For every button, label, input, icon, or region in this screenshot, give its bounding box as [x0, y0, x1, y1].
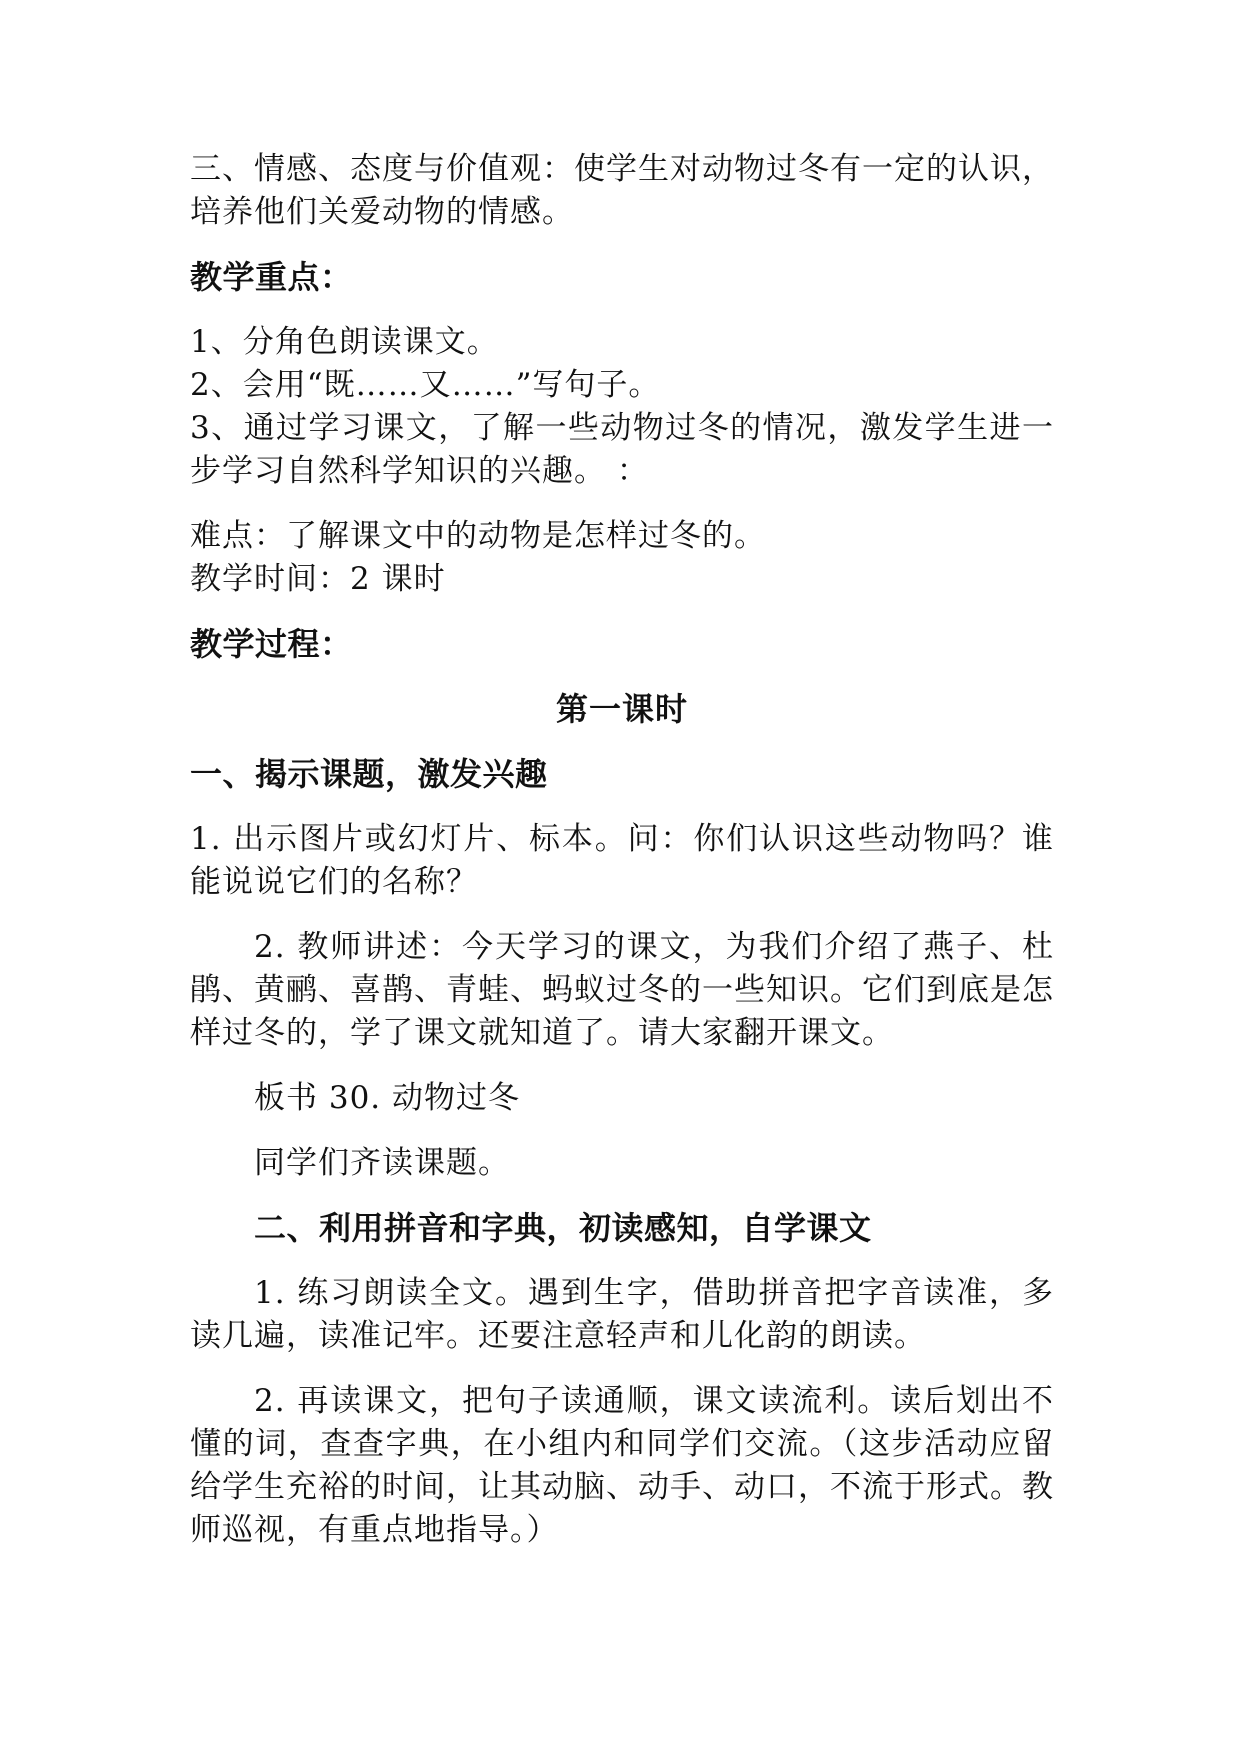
process-heading: 教学过程：: [190, 625, 353, 663]
difficulty-line: 难点：了解课文中的动物是怎样过冬的。: [190, 518, 766, 554]
key-point-3: 3、通过学习课文，了解一些动物过冬的情况，激发学生进一步学习自然科学知识的兴趣。 ：: [190, 410, 1054, 489]
section-2-paragraph-2: 2. 再读课文，把句子读通顺，课文读流利。读后划出不懂的词，查查字典，在小组内和同学们交流。（这步活动应留给学生充裕的时间，让其动脑、动手、动口，不流于形式。教师巡视，有重点地指导。）: [190, 1383, 1054, 1548]
board-writing: 板书 30. 动物过冬: [254, 1080, 521, 1116]
section-2-heading: 二、利用拼音和字典，初读感知，自学课文: [254, 1209, 872, 1247]
section-2-paragraph-1: 1. 练习朗读全文。遇到生字，借助拼音把字音读准，多读几遍，读准记牢。还要注意轻声和儿化韵的朗读。: [190, 1275, 1054, 1354]
key-points-heading: 教学重点：: [190, 258, 353, 296]
read-title-instruction: 同学们齐读课题。: [254, 1145, 510, 1181]
key-point-1: 1、分角色朗读课文。: [190, 324, 499, 360]
section-1-heading: 一、揭示课题，激发兴趣: [190, 755, 548, 793]
objective-3-paragraph: 三、情感、态度与价值观：使学生对动物过冬有一定的认识，培养他们关爱动物的情感。: [190, 151, 1054, 230]
key-point-2: 2、会用“既……又……”写句子。: [190, 367, 661, 403]
document-page: [190, 148, 1054, 1552]
teaching-time-line: 教学时间：2 课时: [190, 561, 446, 597]
lesson-title: 第一课时: [555, 690, 688, 728]
section-1-paragraph-2: 2. 教师讲述：今天学习的课文，为我们介绍了燕子、杜鹃、黄鹂、喜鹊、青蛙、蚂蚁过冬的一些知识。它们到底是怎样过冬的，学了课文就知道了。请大家翻开课文。: [190, 929, 1054, 1051]
section-1-paragraph-1: 1. 出示图片或幻灯片、标本。问：你们认识这些动物吗？谁能说说它们的名称？: [190, 821, 1054, 900]
